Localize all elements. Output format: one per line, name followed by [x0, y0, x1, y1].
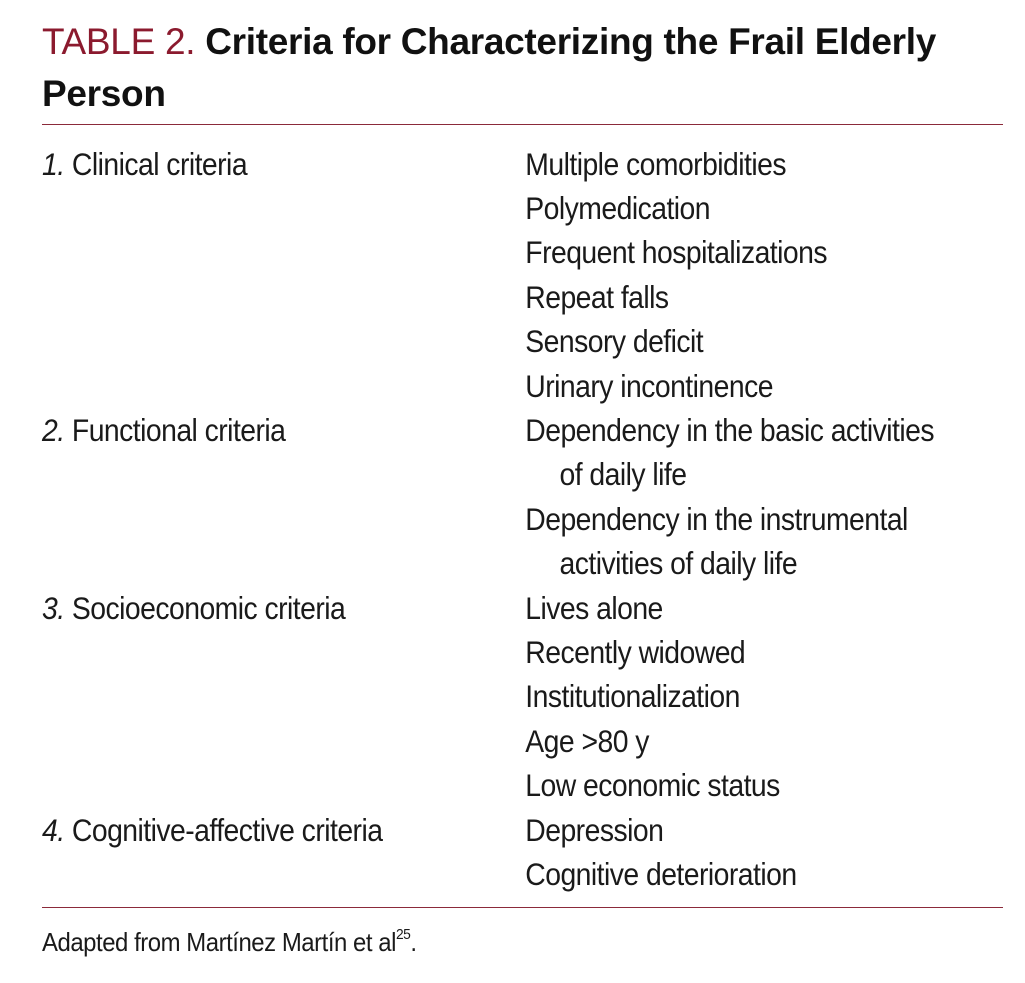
category-number: 1.: [42, 145, 65, 182]
criterion-item: Multiple comorbidities: [525, 145, 787, 182]
footnote-text: Adapted from Martínez Martín et al: [42, 927, 396, 957]
category-name: Cognitive-affective criteria: [71, 811, 383, 848]
table-row: [42, 675, 907, 719]
criterion-item: Sensory deficit: [525, 323, 704, 360]
criterion-item: Lives alone: [525, 589, 663, 626]
criteria-group-socioeconomic: [42, 586, 1003, 808]
criterion-item-continuation: activities of daily life: [559, 545, 798, 582]
category-number: 3.: [42, 589, 65, 626]
category-cell: [42, 146, 525, 183]
top-rule: [42, 124, 1003, 125]
category-cell: [42, 590, 525, 627]
category-name: Functional criteria: [71, 412, 286, 449]
table-row: [42, 231, 907, 275]
category-cell: [42, 812, 525, 849]
table-label: TABLE 2.: [42, 21, 196, 62]
bottom-rule: [42, 907, 1003, 908]
table-caption: Criteria for Characterizing the Frail Elderly Person: [42, 21, 937, 114]
table-row: [42, 364, 907, 408]
criteria-group-functional: [42, 408, 1003, 586]
category-number: 4.: [42, 811, 65, 848]
criteria-group-cognitive-affective: [42, 808, 1003, 897]
criterion-item: Polymedication: [525, 190, 710, 227]
table-row: [42, 852, 907, 896]
footnote-end: .: [410, 927, 417, 957]
category-cell: [42, 412, 525, 449]
table-row: [42, 275, 907, 319]
table-row: [42, 542, 907, 586]
table-row: [42, 142, 907, 186]
criterion-item: Recently widowed: [525, 633, 746, 670]
table-row: [42, 186, 907, 230]
footnote-reference: 25: [395, 926, 411, 943]
table-body: [42, 142, 1003, 897]
criterion-item: Low economic status: [525, 767, 780, 804]
table-row: [42, 808, 907, 852]
category-name: Socioeconomic criteria: [71, 589, 346, 626]
table-row: [42, 408, 935, 452]
criterion-item: Urinary incontinence: [525, 367, 773, 404]
table-row: [42, 586, 907, 630]
table-row: [42, 630, 907, 674]
table-row: [42, 453, 907, 497]
category-number: 2.: [42, 412, 65, 449]
category-name: Clinical criteria: [71, 145, 248, 182]
criterion-item: Age >80 y: [525, 722, 649, 759]
criterion-item: Depression: [525, 811, 664, 848]
criterion-item: Repeat falls: [525, 278, 669, 315]
criterion-item: Dependency in the instrumental: [525, 500, 908, 537]
criterion-item: Frequent hospitalizations: [525, 234, 827, 271]
table-title: [42, 16, 1002, 120]
criterion-item: Dependency in the basic activities: [525, 412, 935, 449]
table-row: [42, 719, 907, 763]
criterion-item: Cognitive deterioration: [525, 855, 797, 892]
table-row: [42, 320, 907, 364]
table-row: [42, 763, 907, 807]
criteria-group-clinical: [42, 142, 1003, 408]
table-footnote: [42, 922, 417, 962]
criterion-item: Institutionalization: [525, 678, 740, 715]
table-row: [42, 497, 907, 541]
criterion-item-continuation: of daily life: [559, 456, 687, 493]
